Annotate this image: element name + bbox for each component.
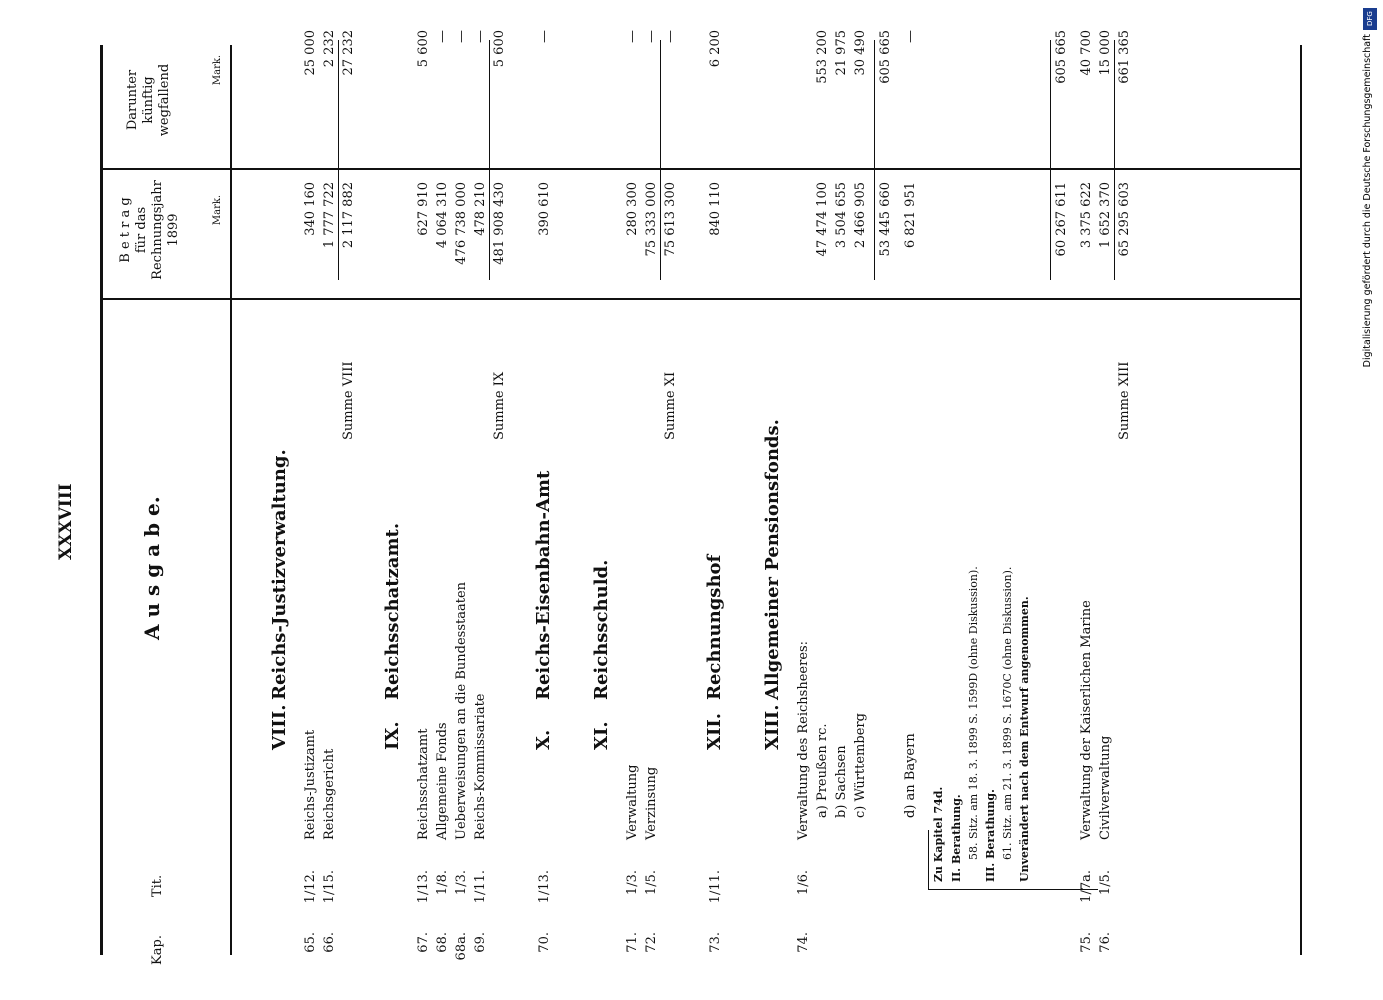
row-darunter: 605 665 [1054, 30, 1069, 84]
row-darunter: 27 232 [341, 30, 356, 76]
section-roman: X. [533, 729, 554, 750]
row-betrag: 47 474 100 [815, 182, 830, 257]
row-label: Verzinsung [644, 766, 659, 840]
row-tit: 1/12. [303, 870, 318, 904]
sum-rule [660, 40, 661, 280]
section-roman: VIII. [269, 704, 290, 750]
header-betrag-unit: Mark. [212, 194, 223, 226]
row-label: Reichs-Justizamt [303, 729, 318, 840]
row-betrag: 2 466 905 [853, 182, 868, 249]
row-betrag: 280 300 [625, 182, 640, 236]
row-betrag: 2 117 882 [341, 182, 356, 249]
sum-rule [489, 40, 490, 280]
row-kap: 75. [1079, 932, 1094, 953]
row-betrag: 340 160 [303, 182, 318, 236]
row-label: Reichsgericht [322, 748, 337, 840]
row-darunter: — [903, 30, 918, 43]
dfg-credit-text: Digitalisierung gefördert durch die Deutsche Forschungsgemeinschaft [1362, 34, 1373, 368]
section-roman: XI. [591, 721, 612, 750]
row-betrag: 627 910 [416, 182, 431, 236]
row-label: d) an Bayern [903, 733, 918, 818]
row-label: a) Preußen rc. [815, 723, 830, 818]
section-title: Reichs-Eisenbahn-Amt [533, 470, 554, 700]
row-betrag: 3 504 655 [834, 182, 849, 249]
row-tit: 1/15. [322, 870, 337, 904]
header-betrag-line: für das [134, 206, 149, 254]
row-darunter: — [537, 30, 552, 43]
row-label: Verwaltung [625, 764, 640, 840]
row-kap: 71. [625, 932, 640, 953]
header-tit: Tit. [150, 874, 165, 898]
sum-label: Summe IX [492, 371, 507, 440]
section-title: Reichs-Justizverwaltung. [269, 449, 290, 700]
row-tit: 1/6. [796, 870, 811, 896]
header-darunter-line: Darunter [125, 69, 140, 131]
row-betrag: 3 375 622 [1079, 182, 1094, 249]
row-kap: 67. [416, 932, 431, 953]
header-betrag-line: Rechnungsjahr [150, 180, 165, 280]
row-darunter: 553 200 [815, 30, 830, 84]
section-roman: XII. [704, 712, 725, 750]
note-line: II. Berathung. [950, 794, 963, 882]
row-darunter: 2 232 [322, 30, 337, 68]
row-kap: 66. [322, 932, 337, 953]
header-darunter-unit: Mark. [212, 54, 223, 86]
row-label: Reichs-Kommissariate [473, 693, 488, 840]
table-top-rule [100, 45, 103, 955]
page-number: XXXVIII [56, 483, 76, 560]
row-darunter: 605 665 [878, 30, 893, 84]
row-label: Civilverwaltung [1098, 735, 1113, 840]
row-tit: 1/11. [473, 870, 488, 904]
row-kap: 76. [1098, 932, 1113, 953]
row-label: Ueberweisungen an die Bundesstaaten [454, 581, 469, 840]
row-tit: 1/3. [454, 870, 469, 896]
row-betrag: 60 267 611 [1054, 182, 1069, 257]
row-kap: 65. [303, 932, 318, 953]
row-darunter: 5 600 [492, 30, 507, 68]
sum-rule [338, 40, 339, 280]
note-line: 61. Sitz. am 21. 3. 1899 S. 1670C (ohne Diskussion). [1001, 566, 1014, 860]
row-darunter: 661 365 [1117, 30, 1132, 84]
row-betrag: 53 445 660 [878, 182, 893, 257]
section-title: Rechnungshof [704, 554, 725, 700]
row-darunter: — [454, 30, 469, 43]
row-darunter: 6 200 [708, 30, 723, 68]
row-kap: 72. [644, 932, 659, 953]
row-betrag: 65 295 603 [1117, 182, 1132, 257]
section-title: Reichsschuld. [591, 559, 612, 700]
row-tit: 1/11. [708, 870, 723, 904]
row-label: Allgemeine Fonds [435, 722, 450, 840]
note-box-left [928, 889, 1098, 890]
row-kap: 68a. [454, 932, 469, 961]
row-betrag: 75 333 000 [644, 182, 659, 257]
sum-label: Summe XIII [1117, 361, 1132, 440]
header-bottom-rule [230, 45, 232, 955]
note-line: III. Berathung. [984, 789, 997, 882]
row-darunter: 30 490 [853, 30, 868, 76]
row-betrag: 478 210 [473, 182, 488, 236]
row-kap: 68. [435, 932, 450, 953]
row-tit: 1/5. [1098, 870, 1113, 896]
sum-label: Summe XI [663, 371, 678, 440]
row-kap: 70. [537, 932, 552, 953]
header-kap: Kap. [150, 935, 165, 965]
dfg-credit [1362, 8, 1380, 388]
row-betrag: 476 738 000 [454, 182, 469, 265]
row-betrag: 4 064 310 [435, 182, 450, 249]
row-darunter: 5 600 [416, 30, 431, 68]
header-darunter-line: wegfallend [157, 63, 172, 137]
row-darunter: 40 700 [1079, 30, 1094, 76]
note-box-top [928, 830, 929, 890]
row-kap: 74. [796, 932, 811, 953]
note-line: Unverändert nach dem Entwurf angenommen. [1018, 596, 1031, 882]
betrag-darunter-divider [100, 169, 1300, 171]
row-tit: 1/13. [537, 870, 552, 904]
row-betrag: 390 610 [537, 182, 552, 236]
row-tit: 1/13. [416, 870, 431, 904]
row-betrag: 1 652 370 [1098, 182, 1113, 249]
header-betrag-line: 1899 [166, 213, 181, 247]
header-betrag-line: B e t r a g [118, 197, 133, 263]
row-betrag: 75 613 300 [663, 182, 678, 257]
row-tit: 1/7a. [1079, 870, 1094, 903]
row-kap: 69. [473, 932, 488, 953]
note-line: 58. Sitz. am 18. 3. 1899 S. 1599D (ohne Diskussion). [967, 566, 980, 860]
subtotal-rule [1050, 40, 1051, 280]
dfg-logo: DFG [1363, 8, 1377, 30]
sum-label: Summe VIII [341, 361, 356, 440]
header-darunter-line: künftig [141, 76, 156, 124]
row-darunter: — [435, 30, 450, 43]
row-betrag: 481 908 430 [492, 182, 507, 265]
table-bottom-rule [1300, 45, 1302, 955]
row-label: b) Sachsen [834, 745, 849, 818]
label-betrag-divider [100, 299, 1300, 301]
section-roman: IX. [382, 721, 403, 750]
row-tit: 1/3. [625, 870, 640, 896]
row-darunter: — [473, 30, 488, 43]
row-darunter: 15 000 [1098, 30, 1113, 76]
section-title: Reichsschatzamt. [382, 522, 403, 700]
section-title: Allgemeiner Pensionsfonds. [762, 419, 783, 700]
row-betrag: 6 821 951 [903, 182, 918, 249]
subtotal-rule [874, 40, 875, 280]
row-label: Reichsschatzamt [416, 728, 431, 840]
sum-rule [1114, 40, 1115, 280]
row-betrag: 840 110 [708, 182, 723, 236]
row-darunter: — [663, 30, 678, 43]
row-darunter: — [644, 30, 659, 43]
row-darunter: 25 000 [303, 30, 318, 76]
row-label: c) Württemberg [853, 713, 868, 818]
row-tit: 1/8. [435, 870, 450, 896]
header-title: A u s g a b e. [140, 496, 164, 640]
row-darunter: 21 975 [834, 30, 849, 76]
section-roman: XIII. [762, 704, 783, 750]
row-kap: 73. [708, 932, 723, 953]
row-tit: 1/5. [644, 870, 659, 896]
row-darunter: — [625, 30, 640, 43]
note-title: Zu Kapitel 74d. [932, 786, 945, 882]
row-betrag: 1 777 722 [322, 182, 337, 249]
row-label: Verwaltung des Reichsheeres: [796, 640, 811, 840]
row-label: Verwaltung der Kaiserlichen Marine [1079, 600, 1094, 840]
